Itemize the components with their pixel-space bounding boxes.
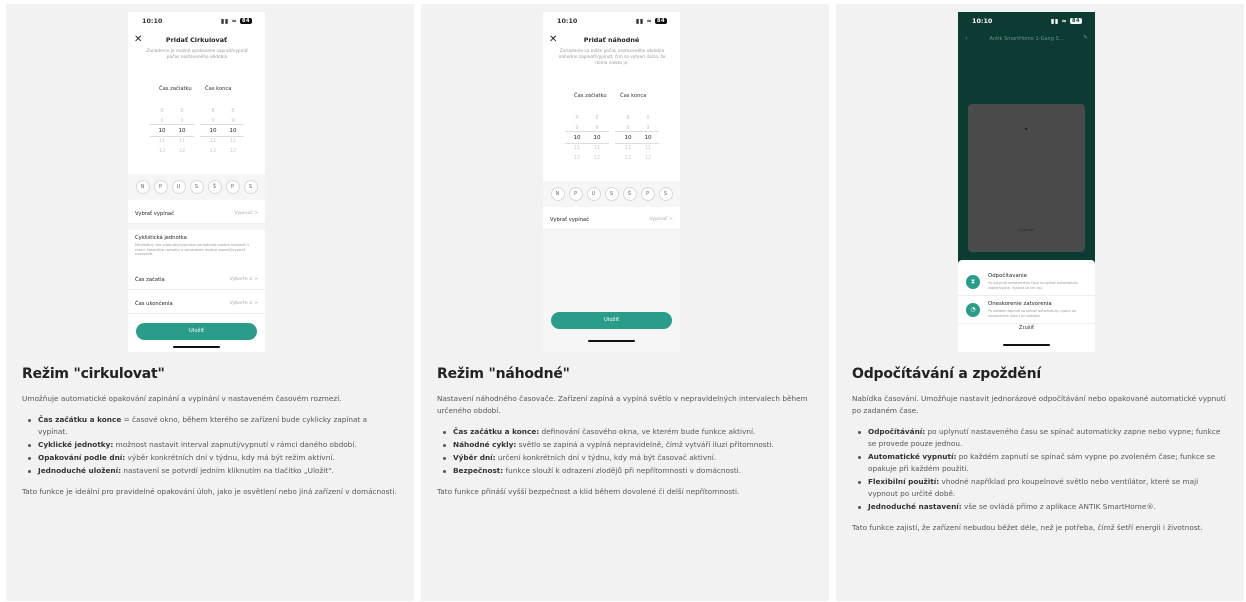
day-toggle[interactable]: Š	[208, 180, 222, 194]
status-time: 10:10	[142, 17, 163, 25]
wheel-end-minute[interactable]: 8 9 10 11 12	[644, 115, 652, 161]
list-item: Automatické vypnutí: po každém zapnutí se spínač sám vypne po zvoleném čase; funkce se opakuje při každém použití.	[852, 451, 1228, 475]
card-description	[852, 366, 1228, 534]
clock-icon: ◔	[966, 303, 980, 317]
start-time-row-value: Vyberte si >	[229, 277, 258, 282]
home-indicator	[173, 346, 220, 348]
day-toggle[interactable]: N	[551, 187, 565, 201]
feature-list	[437, 426, 813, 477]
battery-icon: 84	[657, 18, 665, 24]
day-toggle[interactable]: S	[190, 180, 204, 194]
list-item: Čas začátku a konce: definování časového okna, ve kterém bude funkce aktivní.	[437, 426, 813, 438]
status-bar	[128, 12, 265, 28]
battery-icon: 84	[1072, 18, 1080, 24]
list-item: Jednoduché uložení: nastavení se potvrdí jedním kliknutím na tlačítko „Uložit".	[22, 465, 398, 477]
feature-list	[852, 426, 1228, 513]
list-item: Jednoduché nastavení: vše se ovládá přímo z aplikace ANTIK SmartHome®.	[852, 501, 1228, 513]
time-picker[interactable]	[543, 74, 680, 184]
card-description	[437, 366, 813, 498]
list-item: Výběr dní: určení konkrétních dní v týdnu, kdy má být časovač aktivní.	[437, 452, 813, 464]
list-item: Náhodné cykly: světlo se zapíná a vypíná nepravidelně, čímž vytváří iluzi přítomnosti.	[437, 439, 813, 451]
phone-screenshot-circulate	[128, 12, 265, 352]
status-time: 10:10	[972, 17, 993, 25]
card-title: Režim "náhodné"	[437, 366, 570, 382]
cycle-unit-desc: Minimálny čas zapnutia/vypnutia zariadenia možno nastaviť v rámci časového rozsahu a zariadenie možno zapnúť/vypnúť nezávisle.	[135, 243, 250, 257]
day-toggle[interactable]: P	[154, 180, 168, 194]
cycle-unit-title: Cyklistická jednotka	[135, 235, 187, 241]
card-outro: Tato funkce zajistí, že zařízení nebudou běžet déle, než je potřeba, čímž šetří energii i životnost.	[852, 523, 1203, 532]
empty-area	[543, 230, 680, 352]
close-icon[interactable]: ✕	[134, 34, 143, 45]
start-time-row[interactable]	[128, 270, 265, 290]
cancel-button[interactable]: Zrušiť	[1018, 325, 1035, 331]
card-random	[421, 4, 829, 601]
list-item: Čas začátku a konce = časové okno, během kterého se zařízení bude cyklicky zapínat a vypínat.	[22, 414, 398, 438]
card-intro: Umožňuje automatické opakování zapínání a vypínání v nastaveném časovém rozmezí.	[22, 394, 342, 403]
select-switch-value: Vypínač >	[649, 217, 673, 222]
select-switch-row[interactable]	[543, 210, 680, 230]
close-icon[interactable]: ✕	[549, 34, 558, 45]
option-title: Odpočítavanie	[988, 273, 1027, 279]
time-picker[interactable]	[128, 67, 265, 177]
home-indicator	[1003, 344, 1050, 346]
card-intro: Nastavení náhodného časovače. Zařízení zapíná a vypíná světlo v nepravidelných intervalech během určeného období.	[437, 394, 808, 415]
select-switch-value: Vypínač >	[234, 211, 258, 216]
signal-wifi-icon: ▮▮ ≈ 84	[635, 17, 665, 25]
status-time: 10:10	[557, 17, 578, 25]
option-desc: Po uplynutí nastaveného času sa spínač automaticky zapne/vypne. Vykoná sa len raz.	[988, 281, 1078, 290]
signal-wifi-icon: ▮▮ ≈ 84	[220, 17, 250, 25]
device-label: Vypínač	[1018, 227, 1035, 232]
edit-icon[interactable]: ✎	[1082, 34, 1088, 41]
back-icon[interactable]: ‹	[965, 34, 968, 42]
day-toggle[interactable]: N	[136, 180, 150, 194]
start-time-label: Čas začiatku	[159, 86, 192, 92]
timer-options-sheet	[958, 260, 1095, 352]
hourglass-icon: ⧗	[966, 275, 980, 289]
day-toggle[interactable]: P	[641, 187, 655, 201]
wheel-end-hour[interactable]: 8 9 10 11 12	[209, 108, 217, 154]
countdown-option[interactable]	[958, 268, 1095, 296]
end-time-row-label: Čas ukončenia	[135, 301, 173, 307]
card-title: Režim "cirkulovat"	[22, 366, 165, 382]
feature-list	[22, 414, 398, 477]
day-toggle[interactable]: S	[659, 187, 673, 201]
select-switch-row[interactable]	[128, 204, 265, 224]
save-button[interactable]: Uložiť	[136, 323, 257, 340]
end-time-row-value: Vyberte si >	[229, 301, 258, 306]
screen-title: Pridať náhodné	[583, 36, 640, 44]
wheel-end-minute[interactable]: 8 9 10 11 12	[229, 108, 237, 154]
card-intro: Nabídka časování. Umožňuje nastavit jednorázové odpočítávání nebo opakované automatické vypnutí po zadaném čase.	[852, 394, 1226, 415]
select-switch-label: Vybrať vypínač	[135, 211, 174, 217]
option-desc: Po každom zapnutí sa spínač automaticky vypne po nastavenom čase i pri každom.	[988, 309, 1076, 318]
delay-close-option[interactable]	[958, 296, 1095, 324]
home-indicator	[588, 340, 635, 342]
signal-wifi-icon: ▮▮ ≈ 84	[1050, 17, 1080, 25]
day-toggle[interactable]: U	[172, 180, 186, 194]
start-time-label: Čas začiatku	[574, 93, 607, 99]
wheel-start-hour[interactable]: 8 9 10 11 12	[158, 108, 166, 154]
day-toggle[interactable]: U	[587, 187, 601, 201]
wheel-end-hour[interactable]: 8 9 10 11 12	[624, 115, 632, 161]
phone-screenshot-random	[543, 12, 680, 352]
cycle-unit-section[interactable]	[128, 230, 265, 270]
card-title: Odpočítávání a zpoždění	[852, 366, 1041, 382]
day-toggle[interactable]: P	[569, 187, 583, 201]
weekday-selector	[128, 174, 265, 200]
device-switch-panel[interactable]	[968, 104, 1085, 252]
end-time-row[interactable]	[128, 294, 265, 314]
screen-title: Pridať Cirkulovať	[165, 36, 228, 44]
phone-screenshot-countdown	[958, 12, 1095, 352]
list-item: Odpočítávání: po uplynutí nastaveného času se spínač automaticky zapne nebo vypne; funkce se provede pouze jednou.	[852, 426, 1228, 450]
wheel-start-hour[interactable]: 8 9 10 11 12	[573, 115, 581, 161]
card-outro: Tato funkce přináší vyšší bezpečnost a klid během dovolené či delší nepřítomnosti.	[437, 487, 740, 496]
day-toggle[interactable]: Š	[623, 187, 637, 201]
list-item: Flexibilní použití: vhodné například pro koupelnové světlo nebo ventilátor, které se mají vypnout po určité době.	[852, 476, 1228, 500]
weekday-selector	[543, 181, 680, 207]
device-title: Antik SmartHome 1-Gang S...	[989, 36, 1064, 42]
battery-icon: 84	[242, 18, 250, 24]
indicator-dot	[1025, 128, 1027, 130]
save-button[interactable]: Uložiť	[551, 312, 672, 329]
wheel-start-minute[interactable]: 8 9 10 11 12	[593, 115, 601, 161]
card-circulate	[6, 4, 414, 601]
end-time-label: Čas konca	[620, 93, 647, 99]
select-switch-label: Vybrať vypínač	[550, 217, 589, 223]
status-bar	[958, 12, 1095, 28]
screen-subtitle: Zariadenie sa môže počas nastaveného obdobia náhodne zapínať/vypínať, čím sa vytvorí ilúzia, že doma niekto je.	[558, 49, 666, 66]
day-toggle[interactable]: S	[605, 187, 619, 201]
list-item: Cyklické jednotky: možnost nastavit interval zapnutí/vypnutí v rámci daného období.	[22, 439, 398, 451]
start-time-row-label: Čas začatia	[135, 277, 165, 283]
list-item: Bezpečnost: funkce slouží k odrazení zlodějů při nepřítomnosti v domácnosti.	[437, 465, 813, 477]
option-title: Oneskorenie zatvorenia	[988, 301, 1052, 307]
wheel-start-minute[interactable]: 8 9 10 11 12	[178, 108, 186, 154]
card-description	[22, 366, 398, 498]
list-item: Opakování podle dní: výběr konkrétních dní v týdnu, kdy má být režim aktivní.	[22, 452, 398, 464]
end-time-label: Čas konca	[205, 86, 232, 92]
day-toggle[interactable]: P	[226, 180, 240, 194]
card-countdown	[836, 4, 1244, 601]
screen-subtitle: Zariadenie je možné opakovane zapnúť/vypnúť počas nastaveného obdobia	[146, 49, 248, 60]
card-outro: Tato funkce je ideální pro pravidelné opakování úloh, jako je osvětlení nebo jiná zařízení v domácnosti.	[22, 487, 397, 496]
status-bar	[543, 12, 680, 28]
day-toggle[interactable]: S	[244, 180, 258, 194]
